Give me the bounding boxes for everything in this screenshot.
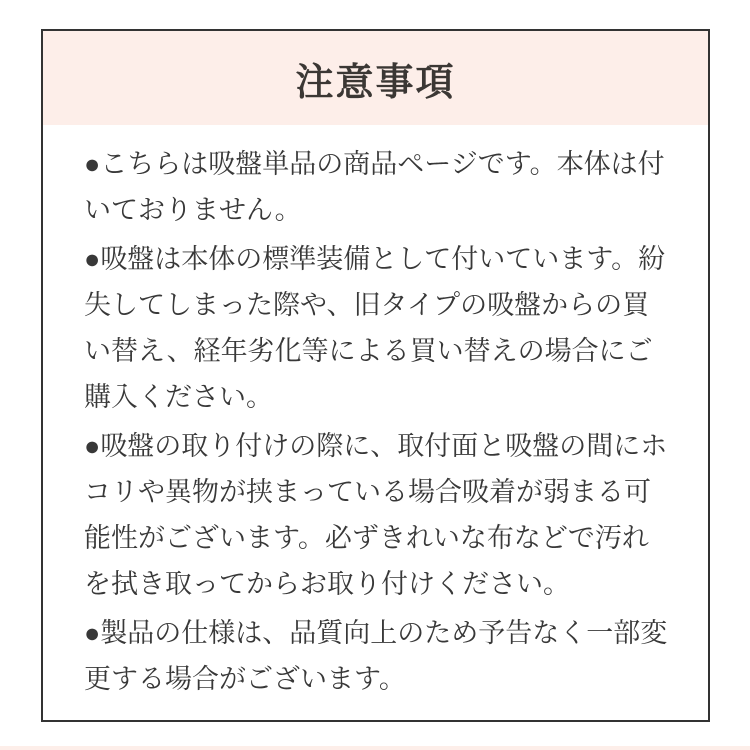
- bullet-icon: ●: [84, 149, 101, 179]
- notice-body: [43, 125, 708, 702]
- notice-item-text: こちらは吸盤単品の商品ページです。本体は付いておりません。: [84, 149, 665, 225]
- notice-title: 注意事項: [295, 61, 456, 104]
- notice-item: [84, 141, 668, 233]
- notice-card: [41, 29, 710, 722]
- notice-item-text: 吸盤は本体の標準装備として付いています。紛失してしまった際や、旧タイプの吸盤からの買い替え、経年劣化等による買い替えの場合にご購入ください。: [84, 244, 666, 412]
- notice-header: [43, 31, 708, 125]
- notice-item: [84, 423, 668, 607]
- bullet-icon: ●: [84, 244, 101, 274]
- notice-item-text: 製品の仕様は、品質向上のため予告なく一部変更する場合がございます。: [84, 618, 668, 694]
- notice-item: [84, 236, 668, 420]
- notice-item: [84, 610, 668, 702]
- bullet-icon: ●: [84, 431, 101, 461]
- bullet-icon: ●: [84, 618, 101, 648]
- next-section-edge: [0, 746, 750, 750]
- notice-item-text: 吸盤の取り付けの際に、取付面と吸盤の間にホコリや異物が挟まっている場合吸着が弱まる可能性がございます。必ずきれいな布などで汚れを拭き取ってからお取り付けください。: [84, 431, 668, 599]
